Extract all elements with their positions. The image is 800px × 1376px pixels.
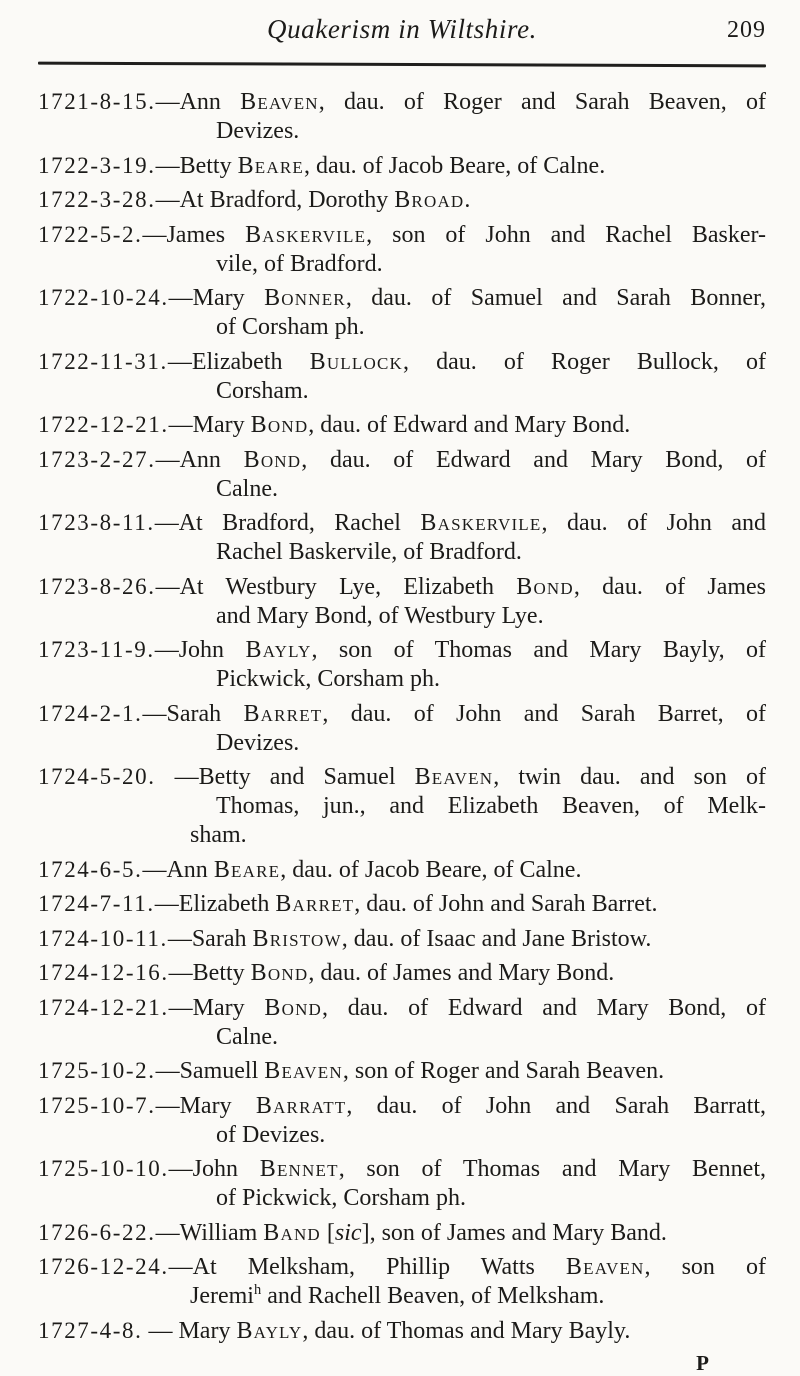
entry-line: and Mary Bond, of Westbury Lye.	[216, 602, 544, 629]
entry-line: Calne.	[216, 1023, 278, 1050]
entry-line: 1722-5-2.—James Baskervile, son of John and Rachel Basker-	[38, 221, 766, 248]
entry-date: 1724-10-11.	[38, 925, 168, 951]
entry-line: 1724-12-21.—Mary Bond, dau. of Edward and Mary Bond, of	[38, 994, 767, 1021]
entry-line: 1724-7-11.—Elizabeth Barret, dau. of John and Sarah Barret.	[38, 891, 658, 917]
surname-smallcaps: Broad	[394, 187, 465, 213]
surname-smallcaps: Beaven	[565, 1254, 645, 1280]
entry-date: 1724-5-20.	[38, 764, 156, 789]
surname-smallcaps: Bond	[243, 446, 302, 473]
register-entry	[38, 220, 766, 279]
entry-line: 1723-2-27.—Ann Bond, dau. of Edward and Mary Bond, of	[38, 446, 766, 473]
entry-date: 1722-3-19.	[38, 152, 156, 178]
surname-smallcaps: Beare	[213, 856, 281, 883]
italic-text: sic	[334, 1219, 362, 1246]
entry-date: 1722-11-31.	[38, 348, 168, 374]
page-title: Quakerism in Wiltshire.	[266, 14, 538, 44]
entry-line: 1727-4-8. — Mary Bayly, dau. of Thomas and Mary Bayly.	[38, 1317, 631, 1344]
entry-line: Thomas, jun., and Elizabeth Beaven, of Melk-	[216, 793, 766, 819]
entry-line: 1724-10-11.—Sarah Bristow, dau. of Isaac and Jane Bristow.	[38, 925, 652, 952]
entry-line: Rachel Baskervile, of Bradford.	[216, 539, 522, 565]
entry-date: 1724-12-16.	[38, 960, 169, 985]
register-entry	[38, 185, 766, 215]
entry-line: 1725-10-2.—Samuell Beaven, son of Roger and Sarah Beaven.	[38, 1058, 665, 1084]
entry-line: Corsham.	[216, 377, 309, 404]
register-entry	[38, 958, 766, 988]
entry-date: 1722-3-28.	[38, 187, 156, 212]
entry-line: vile, of Bradford.	[216, 250, 383, 277]
signature-mark: P	[696, 1350, 710, 1375]
entry-line: 1726-12-24.—At Melksham, Phillip Watts Beaven, son of	[38, 1254, 766, 1280]
entry-date: 1726-6-22.	[38, 1219, 156, 1245]
superscript-text: h	[253, 1282, 262, 1298]
entry-line: 1721-8-15.—Ann Beaven, dau. of Roger and Sarah Beaven, of	[38, 89, 766, 115]
register-entry	[38, 1091, 766, 1150]
surname-smallcaps: Band	[263, 1219, 321, 1246]
entry-date: 1725-10-7.	[38, 1092, 156, 1118]
surname-smallcaps: Baskervile	[245, 221, 367, 248]
register-entry	[38, 151, 766, 181]
register-entry	[38, 572, 766, 631]
entries-list	[38, 87, 766, 1346]
surname-smallcaps: Bristow	[252, 925, 342, 952]
register-entry	[38, 1154, 766, 1213]
header-rule	[38, 62, 766, 68]
running-header	[38, 14, 766, 56]
entry-date: 1722-5-2.	[38, 221, 143, 247]
entry-line: 1723-8-11.—At Bradford, Rachel Baskervile, dau. of John and	[38, 510, 766, 536]
register-entry	[38, 635, 766, 694]
entry-line: of Pickwick, Corsham ph.	[216, 1185, 466, 1211]
entry-line: of Corsham ph.	[216, 314, 365, 340]
entry-date: 1724-12-21.	[38, 994, 169, 1020]
register-entry	[38, 283, 766, 342]
register-entry	[38, 762, 766, 850]
surname-smallcaps: Beare	[237, 152, 304, 179]
entry-line: 1725-10-10.—John Bennet, son of Thomas and Mary Bennet,	[38, 1156, 766, 1182]
entry-line: 1722-3-28.—At Bradford, Dorothy Broad.	[38, 187, 471, 213]
register-entry	[38, 889, 766, 919]
page-number: 209	[727, 17, 766, 43]
entry-line: 1722-10-24.—Mary Bonner, dau. of Samuel and Sarah Bonner,	[38, 285, 766, 311]
entry-line: 1722-3-19.—Betty Beare, dau. of Jacob Beare, of Calne.	[38, 152, 606, 179]
entry-date: 1724-2-1.	[38, 700, 143, 726]
entry-date: 1727-4-8.	[38, 1317, 143, 1343]
entry-line: 1724-6-5.—Ann Beare, dau. of Jacob Beare, of Calne.	[38, 856, 582, 883]
entry-line: 1725-10-7.—Mary Barratt, dau. of John and Sarah Barratt,	[38, 1092, 767, 1119]
register-entry	[38, 410, 766, 440]
entry-line: Pickwick, Corsham ph.	[216, 666, 440, 692]
surname-smallcaps: Beaven	[414, 764, 494, 790]
register-entry	[38, 1316, 766, 1346]
surname-smallcaps: Bond	[250, 412, 309, 438]
entry-date: 1726-12-24.	[38, 1254, 169, 1279]
surname-smallcaps: Beaven	[240, 89, 319, 115]
entry-date: 1724-6-5.	[38, 856, 143, 882]
entry-line: of Devizes.	[216, 1121, 326, 1148]
surname-smallcaps: Bond	[264, 994, 323, 1021]
entry-line: Jeremi$^h$ and Rachell Beaven, of Melksham.	[190, 1282, 605, 1309]
entry-date: 1723-8-26.	[38, 573, 156, 599]
surname-smallcaps: Beaven	[264, 1058, 343, 1084]
register-entry	[38, 699, 766, 758]
register-entry	[38, 993, 766, 1052]
entry-line: Devizes.	[216, 118, 300, 144]
surname-smallcaps: Barratt	[255, 1092, 347, 1119]
register-entry	[38, 347, 766, 406]
surname-smallcaps: Bennet	[259, 1156, 339, 1182]
register-entry	[38, 1252, 766, 1311]
surname-smallcaps: Bond	[516, 573, 574, 600]
entry-date: 1721-8-15.	[38, 89, 156, 114]
entry-date: 1725-10-2.	[38, 1058, 156, 1083]
surname-smallcaps: Bayly	[236, 1317, 303, 1344]
surname-smallcaps: Bond	[250, 960, 309, 986]
entry-date: 1722-12-21.	[38, 412, 169, 437]
entry-line: 1722-11-31.—Elizabeth Bullock, dau. of Roger Bullock, of	[38, 348, 766, 375]
entry-line: sham.	[190, 822, 247, 848]
entry-line: 1723-11-9.—John Bayly, son of Thomas and Mary Bayly, of	[38, 637, 766, 663]
surname-smallcaps: Baskervile	[420, 510, 542, 536]
register-entry	[38, 508, 766, 567]
entry-line: 1724-12-16.—Betty Bond, dau. of James and Mary Bond.	[38, 960, 615, 986]
surname-smallcaps: Barret	[275, 891, 355, 917]
entry-date: 1723-8-11.	[38, 510, 155, 535]
entry-line: 1724-2-1.—Sarah Barret, dau. of John and Sarah Barret, of	[38, 700, 766, 727]
register-entry	[38, 855, 766, 885]
register-entry	[38, 924, 766, 954]
entry-date: 1723-11-9.	[38, 637, 155, 662]
entry-date: 1722-10-24.	[38, 285, 169, 310]
entry-date: 1725-10-10.	[38, 1156, 169, 1181]
entry-date: 1723-2-27.	[38, 446, 156, 472]
register-entry	[38, 87, 766, 146]
surname-smallcaps: Bullock	[309, 348, 403, 375]
register-entry	[38, 1218, 766, 1248]
entry-line: 1726-6-22.—William Band [sic], son of James and Mary Band.	[38, 1219, 667, 1246]
entry-line: Devizes.	[216, 729, 300, 756]
register-entry	[38, 445, 766, 504]
entry-line: 1724-5-20. —Betty and Samuel Beaven, twin dau. and son of	[38, 764, 766, 790]
surname-smallcaps: Barret	[243, 700, 323, 727]
entry-line: Calne.	[216, 475, 278, 502]
register-entry	[38, 1056, 766, 1086]
entry-line: 1722-12-21.—Mary Bond, dau. of Edward and Mary Bond.	[38, 412, 631, 438]
entry-line: 1723-8-26.—At Westbury Lye, Elizabeth Bond, dau. of James	[38, 573, 767, 600]
surname-smallcaps: Bayly	[245, 637, 312, 663]
entry-date: 1724-7-11.	[38, 891, 155, 916]
surname-smallcaps: Bonner	[264, 285, 346, 311]
